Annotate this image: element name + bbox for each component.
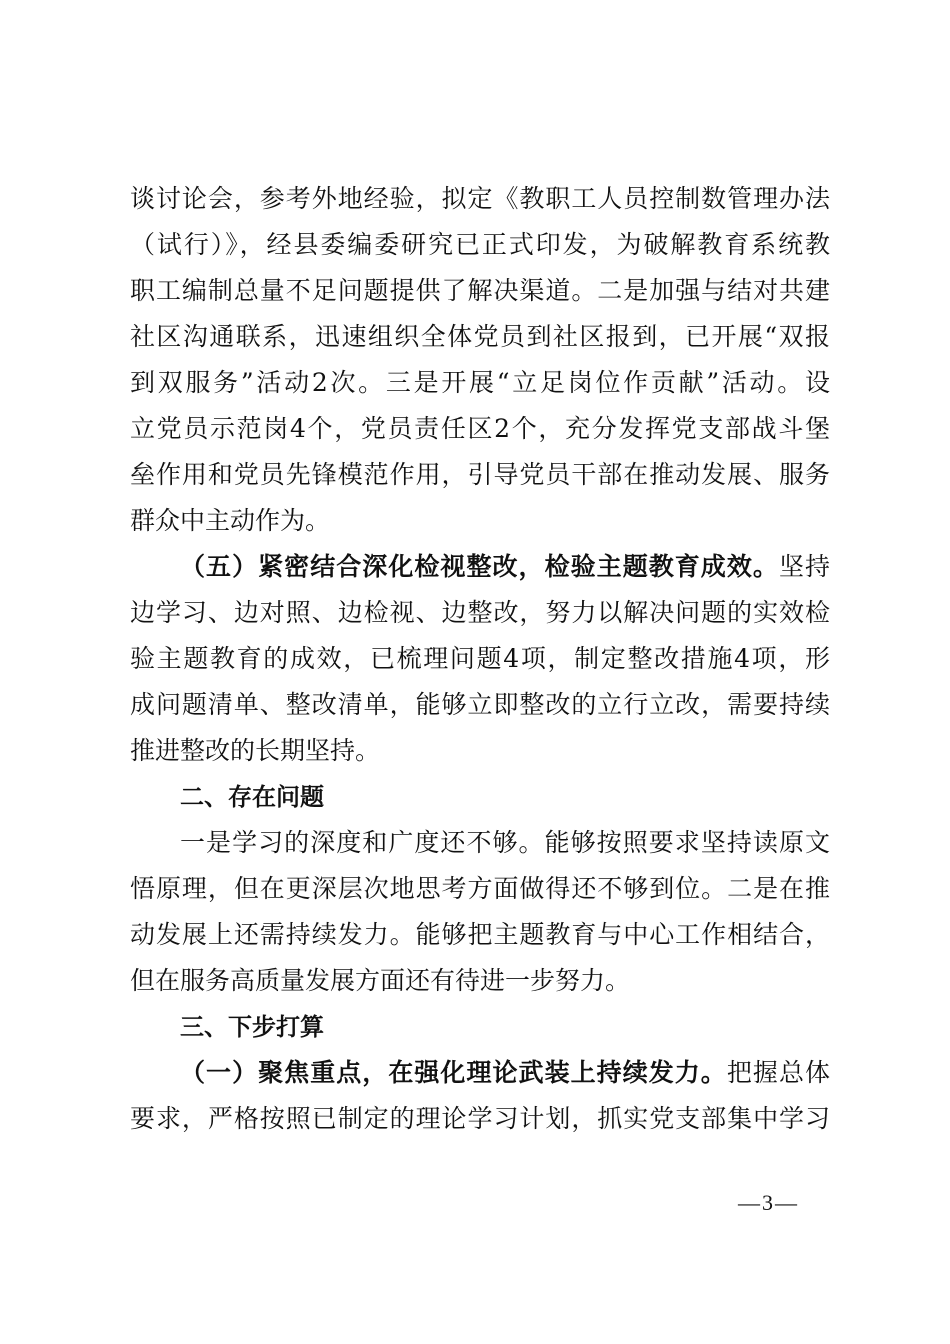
paragraph-2 [130,544,830,774]
document-body [130,176,830,1142]
paragraph-heading: （五）紧密结合深化检视整改，检验主题教育成效。 [180,552,779,581]
text-line [130,1050,830,1096]
text-line: （试行）》，经县委编委研究已正式印发，为破解教育系统教 [130,230,830,259]
text-line: 边学习、边对照、边检视、边整改，努力以解决问题的实效检 [130,598,830,627]
text-line: 社区沟通联系，迅速组织全体党员到社区报到，已开展“双报 [130,322,830,351]
paragraph-text: 坚持 [778,552,830,581]
text-line: 到双服务”活动2次。三是开展“立足岗位作贡献”活动。设 [130,368,830,397]
text-line: 推进整改的长期坚持。 [130,736,381,765]
text-line: 验主题教育的成效，已梳理问题4项，制定整改措施4项，形 [130,644,830,673]
text-line: 群众中主动作为。 [130,506,331,535]
text-line: 但在服务高质量发展方面还有待进一步努力。 [130,966,631,995]
paragraph-3 [130,820,830,1004]
text-line: 立党员示范岗4个，党员责任区2个，充分发挥党支部战斗堡 [130,414,830,443]
text-line: 成问题清单、整改清单，能够立即整改的立行立改，需要持续 [130,690,830,719]
paragraph-text: 把握总体 [726,1058,830,1087]
text-line: 职工编制总量不足问题提供了解决渠道。二是加强与结对共建 [130,276,830,305]
text-line [130,544,830,590]
paragraph-1 [130,176,830,544]
paragraph-heading: （一）聚焦重点，在强化理论武装上持续发力。 [180,1058,727,1087]
text-line: 动发展上还需持续发力。能够把主题教育与中心工作相结合， [130,920,830,949]
page-number: —3— [738,1190,799,1215]
text-line: 一是学习的深度和广度还不够。能够按照要求坚持读原文 [180,828,830,857]
paragraph-4 [130,1050,830,1142]
section-heading-problems: 二、存在问题 [180,783,324,811]
text-line: 谈讨论会，参考外地经验，拟定《教职工人员控制数管理办法 [130,184,830,213]
text-line: 悟原理，但在更深层次地思考方面做得还不够到位。二是在推 [130,874,830,903]
text-line: 垒作用和党员先锋模范作用，引导党员干部在推动发展、服务 [130,460,830,489]
section-heading-next-steps: 三、下步打算 [180,1013,324,1041]
text-line: 要求，严格按照已制定的理论学习计划，抓实党支部集中学习 [130,1104,830,1133]
